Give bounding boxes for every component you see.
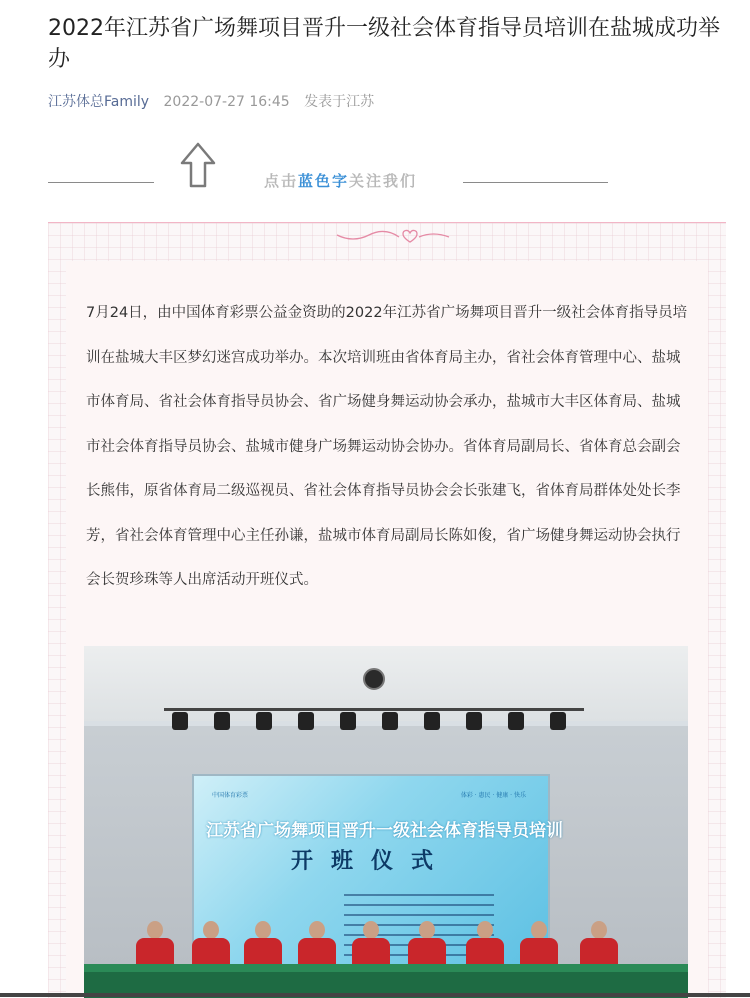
account-name-link[interactable]: 江苏体总Family [48, 94, 150, 110]
screen-logo-left: 中国体育彩票 [212, 792, 249, 799]
divider-left [48, 182, 154, 183]
attendee-figure [136, 921, 174, 968]
attendee-figure [580, 921, 618, 968]
stage-light [214, 712, 230, 730]
stage-light [424, 712, 440, 730]
camera-icon [363, 668, 385, 690]
attendee-figure [244, 921, 282, 968]
divider-right [463, 182, 608, 183]
attendee-figure [298, 921, 336, 968]
bottom-border [0, 993, 750, 997]
follow-highlight: 蓝色字 [298, 172, 350, 190]
stage-light [298, 712, 314, 730]
attendee-figure [520, 921, 558, 968]
heart-icon [333, 225, 453, 249]
stage-light [550, 712, 566, 730]
publish-datetime: 2022-07-27 16:45 [163, 94, 290, 110]
article-title: 2022年江苏省广场舞项目晋升一级社会体育指导员培训在盐城成功举办 [48, 16, 720, 72]
attendee-figure [466, 921, 504, 968]
follow-banner[interactable] [48, 138, 608, 198]
article-meta [48, 91, 374, 111]
stage-light [172, 712, 188, 730]
screen-logo-right: 体彩 · 惠民 · 健康 · 快乐 [460, 792, 526, 799]
follow-prefix: 点击 [264, 172, 299, 190]
content-panel [66, 261, 708, 998]
stage-light [256, 712, 272, 730]
light-rail [164, 708, 584, 711]
article-paragraph: 7月24日，由中国体育彩票公益金资助的2022年江苏省广场舞项目晋升一级社会体育指导员培训在盐城大丰区梦幻迷宫成功举办。本次培训班由省体育局主办，省社会体育管理中心、盐城市体育局、省社会体育指导员协会、省广场健身舞运动协会承办，盐城市大丰区体育局、盐城市社会体育指导员协会、盐城市健身广场舞运动协会协办。省体育局副局长、省体育总会副会长熊伟，原省体育局二级巡视员、省社会体育指导员协会会长张建飞，省体育局群体处处长李芳，省社会体育管理中心主任孙谦，盐城市体育局副局长陈如俊，省广场健身舞运动协会执行会长贺珍珠等人出席活动开班仪式。 [86, 305, 688, 588]
arrow-up-icon [178, 141, 218, 189]
article-card [48, 222, 726, 998]
screen-title: 江苏省广场舞项目晋升一级社会体育指导员培训 [206, 821, 563, 841]
stage-light [508, 712, 524, 730]
event-photo[interactable] [84, 646, 688, 998]
follow-suffix: 关注我们 [349, 172, 418, 190]
attendee-figure [352, 921, 390, 968]
attendee-figure [192, 921, 230, 968]
stage-light [466, 712, 482, 730]
attendee-figure [408, 921, 446, 968]
stage-light [382, 712, 398, 730]
follow-us-text [264, 170, 417, 191]
publish-location: 发表于江苏 [304, 94, 375, 110]
screen-subtitle: 开班仪式 [290, 848, 451, 874]
stage-light [340, 712, 356, 730]
